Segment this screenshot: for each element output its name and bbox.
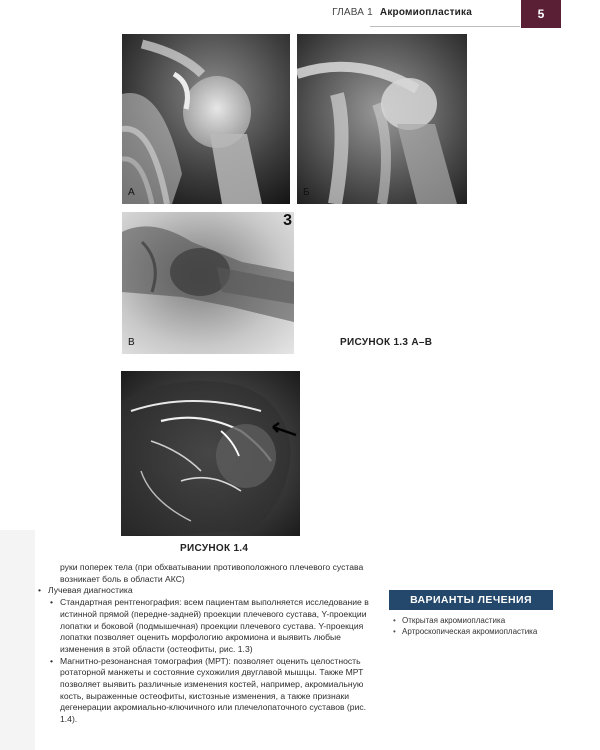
figure-1-4-caption: РИСУНОК 1.4 [180,543,249,554]
xray-image-b [297,34,467,204]
header-divider [370,26,520,27]
margin-strip [0,530,35,750]
mri-graphic [121,371,300,536]
mri-image [121,371,300,536]
xray-c-graphic [122,212,294,354]
treatment-options-heading: ВАРИАНТЫ ЛЕЧЕНИЯ [389,590,553,610]
treatment-options-list [392,615,562,637]
figure-a-letter: А [128,187,135,198]
xray-b-graphic [297,34,467,204]
bullet-radiology: • Лучевая диагностика [38,585,373,597]
chapter-label: ГЛАВА 1 [332,7,373,18]
sub-bullet-mri: • Магнитно-резонансная томография (МРТ): позволяет оценить целостность ротаторной манжеты и состояние сухожилия двуглавой мышцы. Также МРТ позволяет выявить различные изменения костей, например, акромиальную кость, выраженные остеофиты, кистозные изменения, а также признаки дегенерации акромиально-ключичного или плечелопаточного суставов (рис. 1.4). [38,656,373,726]
list-item: • Артроскопическая акромиопластика [392,626,562,637]
figure-c-corner-mark: 3 [283,212,292,229]
figure-b-letter: Б [303,187,310,198]
xray-image-a [122,34,290,204]
body-text [38,562,373,726]
running-header [332,7,472,18]
figure-1-3-caption: РИСУНОК 1.3 А–В [340,337,433,348]
sub-bullet-xray: • Стандартная рентгенография: всем пациентам выполняется исследование в истинной прямой (передне-задней) проекции плечевого сустава, Y-проекции лопатки и боковой (подмышечная) проекции плечевого сустава. Y-проекция лопатки позволяет оценить морфологию акромиона и выявить любые изменения в этой области (остеофиты, рис. 1.3) [38,597,373,656]
xray-image-c [122,212,294,354]
continued-paragraph: руки поперек тела (при обхватывании противоположного плечевого сустава возникает боль в области АКС) [60,562,364,584]
figure-c-letter: В [128,337,135,348]
list-item: • Открытая акромиопластика [392,615,562,626]
chapter-title: Акромиопластика [379,7,472,18]
page-number: 5 [521,0,561,28]
xray-a-graphic [122,34,290,204]
